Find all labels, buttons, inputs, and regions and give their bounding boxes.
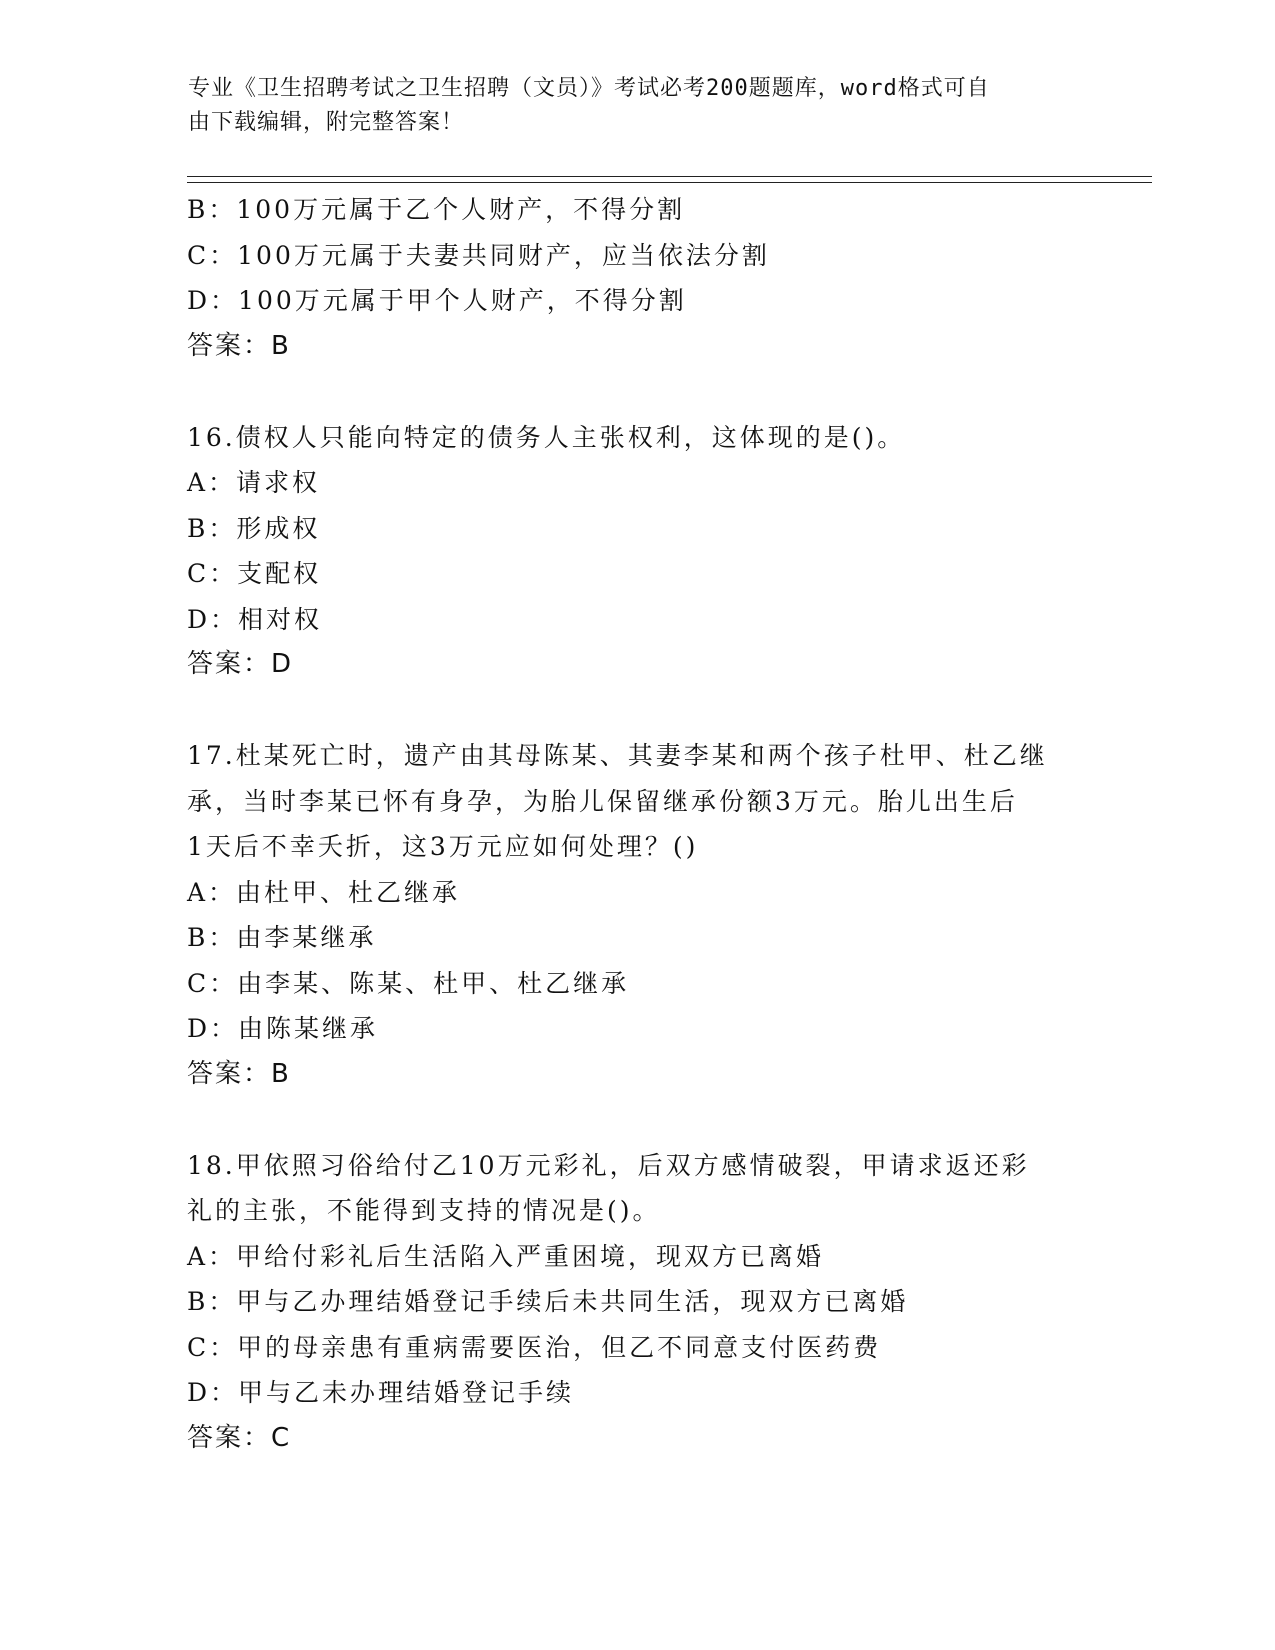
answer-line: 答案：C — [187, 1422, 292, 1453]
option-d: D：甲与乙未办理结婚登记手续 — [187, 1378, 575, 1407]
question-16 — [187, 415, 1087, 688]
option-b: B：甲与乙办理结婚登记手续后未共同生活，现双方已离婚 — [187, 1287, 909, 1316]
answer-line: 答案：B — [187, 1058, 291, 1089]
question-stem: 18.甲依照习俗给付乙10万元彩礼，后双方感情破裂，甲请求返还彩 — [187, 1150, 1030, 1180]
question-stem: 礼的主张，不能得到支持的情况是()。 — [187, 1196, 661, 1225]
option-c: C：甲的母亲患有重病需要医治，但乙不同意支付医药费 — [187, 1332, 882, 1362]
spacer — [187, 688, 1087, 734]
question-stem: 16.债权人只能向特定的债务人主张权利，这体现的是()。 — [187, 422, 906, 452]
option-a: A：请求权 — [187, 468, 321, 497]
option-b: B：100万元属于乙个人财产，不得分割 — [187, 195, 686, 224]
question-18 — [187, 1143, 1087, 1462]
answer-line: 答案：D — [187, 649, 294, 679]
question-17 — [187, 733, 1087, 1097]
header-line-2: 由下载编辑，附完整答案！ — [188, 110, 465, 135]
option-c: C：100万元属于夫妻共同财产，应当依法分割 — [187, 240, 770, 270]
option-b: B：形成权 — [187, 513, 321, 543]
header-rule-bottom — [187, 182, 1152, 183]
option-c: C：由李某、陈某、杜甲、杜乙继承 — [187, 968, 630, 998]
option-b: B：由李某继承 — [187, 923, 377, 952]
option-c: C：支配权 — [187, 559, 322, 588]
option-a: A：由杜甲、杜乙继承 — [187, 877, 461, 907]
option-d: D：相对权 — [187, 604, 323, 634]
document-header — [188, 72, 1068, 140]
option-d: D：由陈某继承 — [187, 1014, 379, 1043]
header-rule-top — [187, 176, 1152, 177]
previous-question-block — [187, 187, 1087, 369]
question-content — [187, 187, 1087, 1461]
spacer — [187, 369, 1087, 415]
question-stem: 承，当时李某已怀有身孕，为胎儿保留继承份额3万元。胎儿出生后 — [187, 786, 1018, 816]
spacer — [187, 1097, 1087, 1143]
question-stem: 1天后不幸夭折，这3万元应如何处理？() — [187, 832, 699, 861]
option-d: D：100万元属于甲个人财产，不得分割 — [187, 286, 687, 315]
header-line-1: 专业《卫生招聘考试之卫生招聘（文员）》考试必考200题题库，word格式可自 — [188, 76, 990, 101]
answer-line: 答案：B — [187, 330, 291, 361]
question-stem: 17.杜某死亡时，遗产由其母陈某、其妻李某和两个孩子杜甲、杜乙继 — [187, 741, 1048, 770]
option-a: A：甲给付彩礼后生活陷入严重困境，现双方已离婚 — [187, 1241, 825, 1271]
